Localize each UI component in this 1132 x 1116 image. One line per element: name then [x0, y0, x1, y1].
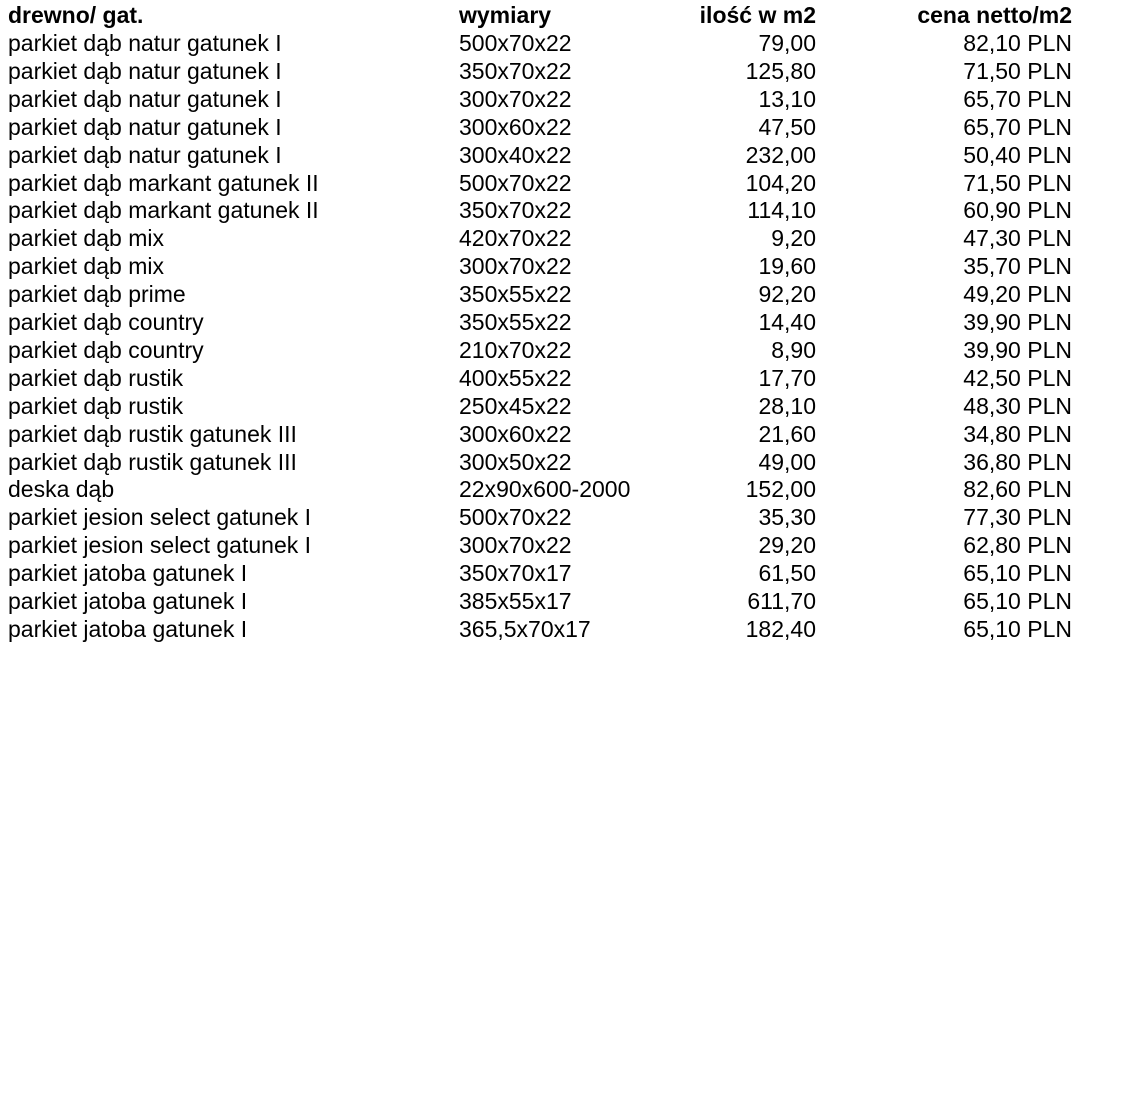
table-row [0, 252, 1132, 280]
table-row [0, 531, 1132, 559]
cell-name: parkiet jatoba gatunek I [8, 560, 248, 587]
table-row [0, 308, 1132, 336]
cell-price: 49,20 PLN [963, 281, 1072, 308]
header-quantity: ilość w m2 [699, 2, 816, 28]
cell-price: 36,80 PLN [963, 448, 1072, 475]
table-row [0, 224, 1132, 252]
cell-dimensions: 350x70x22 [459, 57, 572, 84]
cell-dimensions: 350x55x22 [459, 309, 572, 335]
cell-name: parkiet dąb natur gatunek I [8, 113, 282, 140]
cell-price: 42,50 PLN [963, 364, 1072, 391]
cell-name: parkiet dąb rustik gatunek III [8, 448, 297, 475]
cell-quantity: 232,00 [745, 141, 816, 168]
cell-name: parkiet dąb natur gatunek I [8, 57, 282, 84]
table-row [0, 169, 1132, 197]
cell-dimensions: 300x40x22 [459, 141, 572, 168]
cell-price: 71,50 PLN [963, 169, 1072, 196]
cell-quantity: 9,20 [771, 225, 816, 252]
cell-dimensions: 300x70x22 [459, 85, 572, 112]
cell-price: 65,10 PLN [963, 560, 1072, 587]
cell-dimensions: 500x70x22 [459, 169, 572, 196]
cell-price: 39,90 PLN [963, 309, 1072, 335]
cell-price: 82,60 PLN [963, 476, 1072, 503]
header-name: drewno/ gat. [8, 2, 144, 28]
cell-quantity: 14,40 [758, 309, 816, 335]
cell-dimensions: 400x55x22 [459, 364, 572, 391]
table-row [0, 503, 1132, 531]
cell-name: parkiet dąb prime [8, 281, 186, 308]
cell-quantity: 17,70 [758, 364, 816, 391]
cell-dimensions: 500x70x22 [459, 30, 572, 56]
cell-quantity: 125,80 [745, 57, 816, 84]
cell-dimensions: 210x70x22 [459, 336, 572, 363]
table-row [0, 141, 1132, 169]
table-row [0, 559, 1132, 587]
cell-dimensions: 350x70x22 [459, 197, 572, 224]
cell-price: 65,70 PLN [963, 85, 1072, 112]
table-row [0, 113, 1132, 141]
cell-price: 34,80 PLN [963, 420, 1072, 447]
cell-price: 39,90 PLN [963, 336, 1072, 363]
cell-quantity: 47,50 [758, 113, 816, 140]
cell-name: parkiet jatoba gatunek I [8, 615, 248, 642]
cell-price: 48,30 PLN [963, 392, 1072, 419]
cell-price: 47,30 PLN [963, 225, 1072, 252]
cell-price: 71,50 PLN [963, 57, 1072, 84]
cell-dimensions: 300x70x22 [459, 532, 572, 559]
header-dimensions: wymiary [459, 2, 552, 28]
cell-name: parkiet dąb natur gatunek I [8, 85, 282, 112]
cell-name: parkiet dąb country [8, 309, 204, 335]
cell-quantity: 29,20 [758, 532, 816, 559]
cell-dimensions: 300x70x22 [459, 253, 572, 280]
cell-dimensions: 420x70x22 [459, 225, 572, 252]
cell-name: parkiet dąb rustik gatunek III [8, 420, 297, 447]
cell-name: parkiet jesion select gatunek I [8, 532, 312, 559]
cell-quantity: 61,50 [758, 560, 816, 587]
cell-dimensions: 300x50x22 [459, 448, 572, 475]
table-row [0, 392, 1132, 420]
cell-name: parkiet jatoba gatunek I [8, 588, 248, 614]
cell-quantity: 35,30 [758, 504, 816, 531]
cell-name: parkiet dąb mix [8, 253, 164, 280]
table-row [0, 475, 1132, 503]
cell-quantity: 104,20 [745, 169, 816, 196]
table-row [0, 448, 1132, 476]
cell-dimensions: 365,5x70x17 [459, 615, 591, 642]
cell-quantity: 19,60 [758, 253, 816, 280]
cell-quantity: 611,70 [747, 588, 816, 614]
cell-dimensions: 250x45x22 [459, 392, 572, 419]
cell-quantity: 182,40 [745, 615, 816, 642]
table-row [0, 587, 1132, 615]
cell-price: 65,70 PLN [963, 113, 1072, 140]
cell-dimensions: 350x55x22 [459, 281, 572, 308]
cell-quantity: 8,90 [771, 336, 816, 363]
table-row [0, 280, 1132, 308]
cell-name: parkiet dąb natur gatunek I [8, 141, 282, 168]
cell-name: deska dąb [8, 476, 115, 503]
cell-price: 82,10 PLN [963, 30, 1072, 56]
table-row [0, 336, 1132, 364]
table-row [0, 29, 1132, 57]
cell-quantity: 49,00 [758, 448, 816, 475]
cell-dimensions: 22x90x600-2000 [459, 476, 631, 503]
table-row [0, 615, 1132, 643]
cell-price: 60,90 PLN [963, 197, 1072, 224]
cell-dimensions: 500x70x22 [459, 504, 572, 531]
header-price: cena netto/m2 [917, 2, 1072, 28]
cell-name: parkiet jesion select gatunek I [8, 504, 312, 531]
cell-name: parkiet dąb natur gatunek I [8, 30, 282, 56]
table-row [0, 364, 1132, 392]
table-row [0, 196, 1132, 224]
cell-quantity: 21,60 [758, 420, 816, 447]
cell-price: 65,10 PLN [963, 615, 1072, 642]
cell-quantity: 79,00 [758, 30, 816, 56]
cell-dimensions: 350x70x17 [459, 560, 572, 587]
table-row [0, 57, 1132, 85]
cell-price: 65,10 PLN [963, 588, 1072, 614]
cell-price: 77,30 PLN [963, 504, 1072, 531]
cell-name: parkiet dąb rustik [8, 364, 184, 391]
cell-quantity: 152,00 [745, 476, 816, 503]
cell-name: parkiet dąb markant gatunek II [8, 197, 319, 224]
cell-price: 35,70 PLN [963, 253, 1072, 280]
cell-quantity: 114,10 [747, 197, 816, 224]
cell-price: 62,80 PLN [963, 532, 1072, 559]
cell-price: 50,40 PLN [963, 141, 1072, 168]
cell-dimensions: 300x60x22 [459, 113, 572, 140]
cell-dimensions: 300x60x22 [459, 420, 572, 447]
cell-name: parkiet dąb rustik [8, 392, 184, 419]
cell-name: parkiet dąb markant gatunek II [8, 169, 319, 196]
cell-dimensions: 385x55x17 [459, 588, 572, 614]
table-row [0, 420, 1132, 448]
cell-name: parkiet dąb mix [8, 225, 164, 252]
cell-quantity: 13,10 [758, 85, 816, 112]
table-row [0, 85, 1132, 113]
cell-name: parkiet dąb country [8, 336, 204, 363]
table-header-row [0, 1, 1132, 29]
cell-quantity: 28,10 [758, 392, 816, 419]
cell-quantity: 92,20 [758, 281, 816, 308]
